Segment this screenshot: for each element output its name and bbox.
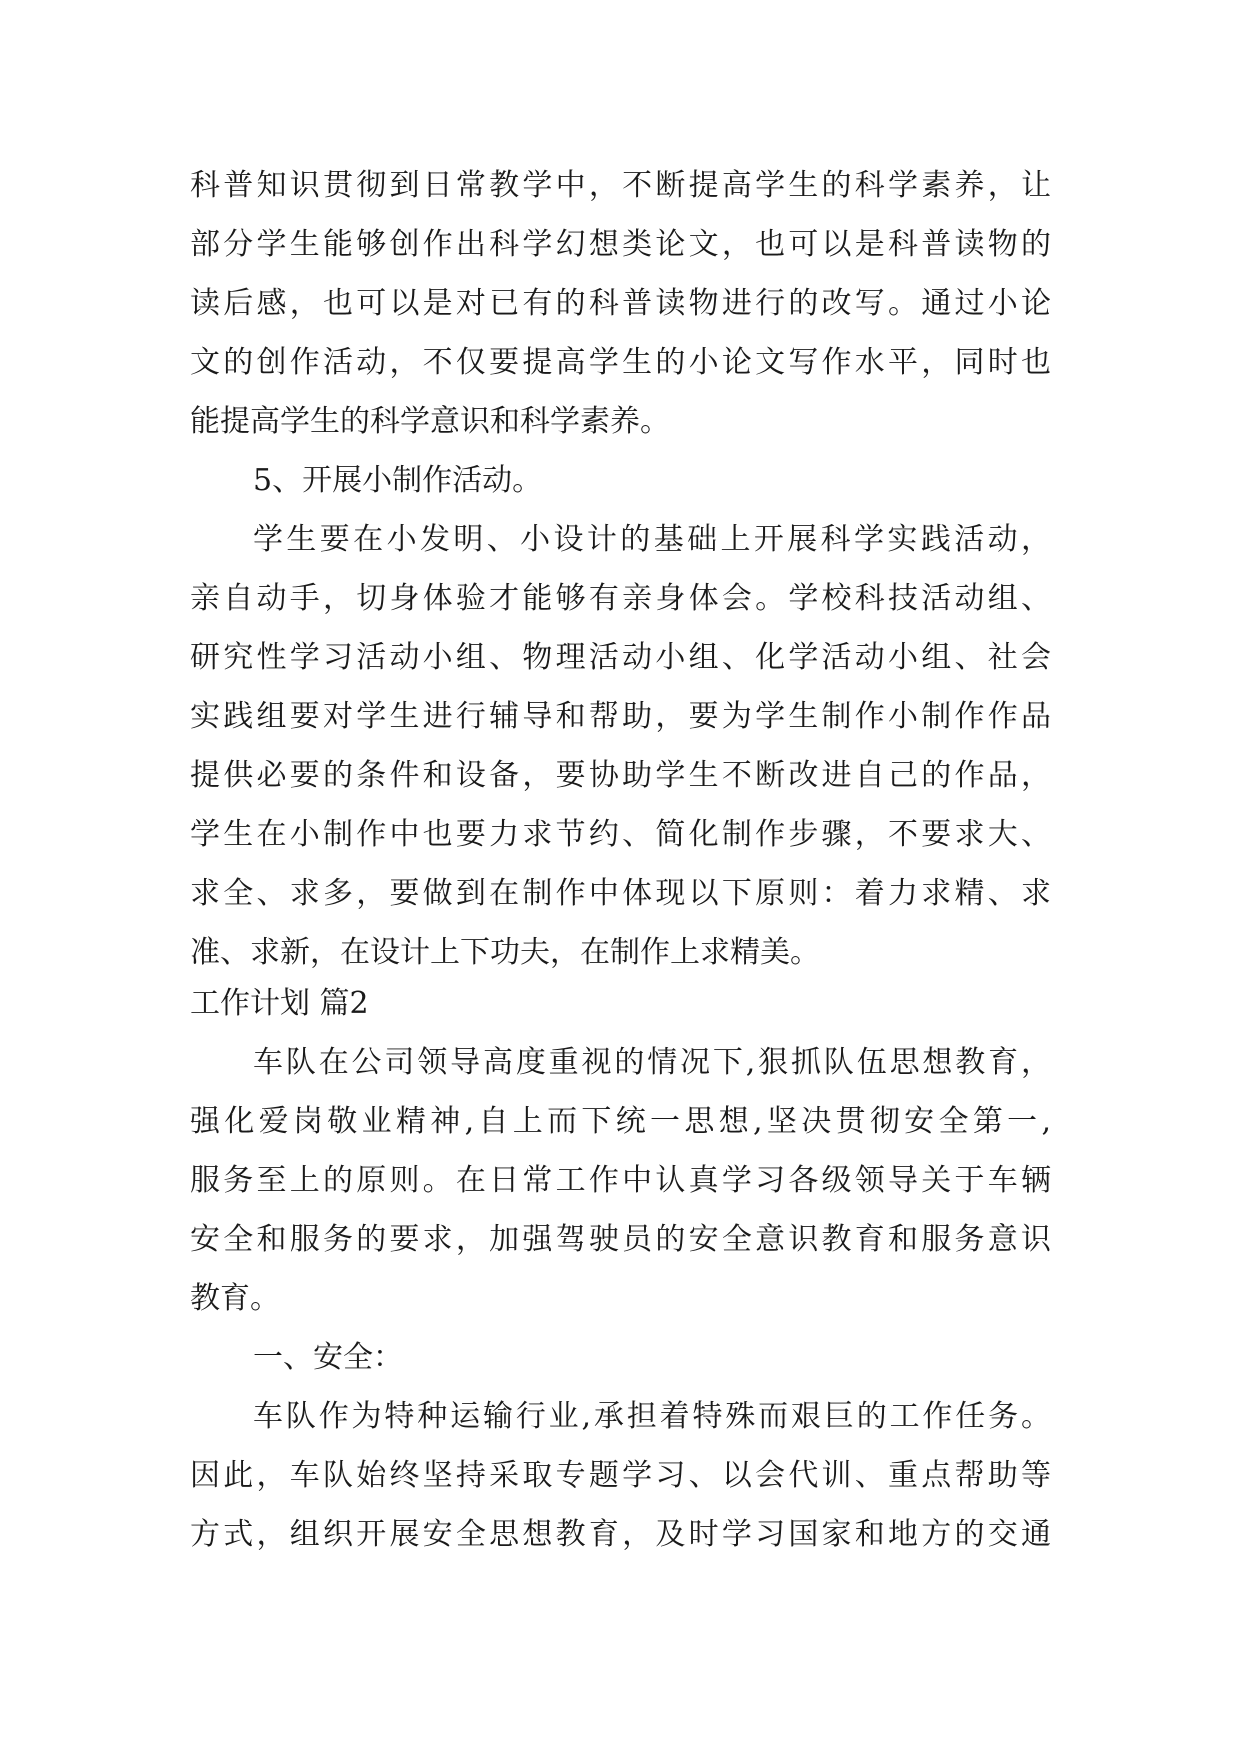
- text-line: 文的创作活动，不仅要提高学生的小论文写作水平，同时也: [190, 345, 1051, 380]
- text-line: 安全和服务的要求，加强驾驶员的安全意识教育和服务意识: [190, 1222, 1051, 1257]
- text-line: 科普知识贯彻到日常教学中，不断提高学生的科学素养，让: [190, 168, 1051, 203]
- text-line: 教育。: [190, 1281, 280, 1316]
- text-line: 能提高学生的科学意识和科学素养。: [190, 404, 670, 439]
- text-line: 读后感，也可以是对已有的科普读物进行的改写。通过小论: [190, 286, 1051, 321]
- section-heading: 5、开展小制作活动。: [253, 463, 543, 498]
- text-line: 研究性学习活动小组、物理活动小组、化学活动小组、社会: [190, 640, 1051, 675]
- text-line: 服务至上的原则。在日常工作中认真学习各级领导关于车辆: [190, 1163, 1051, 1198]
- text-line: 因此，车队始终坚持采取专题学习、以会代训、重点帮助等: [190, 1458, 1051, 1493]
- text-line: 准、求新，在设计上下功夫，在制作上求精美。: [190, 935, 820, 970]
- article-title: 工作计划 篇2: [190, 986, 369, 1021]
- text-line: 亲自动手，切身体验才能够有亲身体会。学校科技活动组、: [190, 581, 1051, 616]
- text-line: 部分学生能够创作出科学幻想类论文，也可以是科普读物的: [190, 227, 1051, 262]
- text-line: 求全、求多，要做到在制作中体现以下原则：着力求精、求: [190, 876, 1051, 911]
- text-line: 方式，组织开展安全思想教育，及时学习国家和地方的交通: [190, 1517, 1051, 1552]
- text-line: 学生在小制作中也要力求节约、简化制作步骤，不要求大、: [190, 817, 1051, 852]
- text-line: 实践组要对学生进行辅导和帮助，要为学生制作小制作作品: [190, 699, 1051, 734]
- text-line: 学生要在小发明、小设计的基础上开展科学实践活动，: [253, 522, 1051, 557]
- text-line: 提供必要的条件和设备，要协助学生不断改进自己的作品，: [190, 758, 1051, 793]
- text-line: 强化爱岗敬业精神,自上而下统一思想,坚决贯彻安全第一,: [190, 1104, 1051, 1139]
- section-heading: 一、安全：: [253, 1340, 403, 1375]
- text-line: 车队作为特种运输行业,承担着特殊而艰巨的工作任务。: [253, 1399, 1051, 1434]
- text-line: 车队在公司领导高度重视的情况下,狠抓队伍思想教育，: [253, 1045, 1051, 1080]
